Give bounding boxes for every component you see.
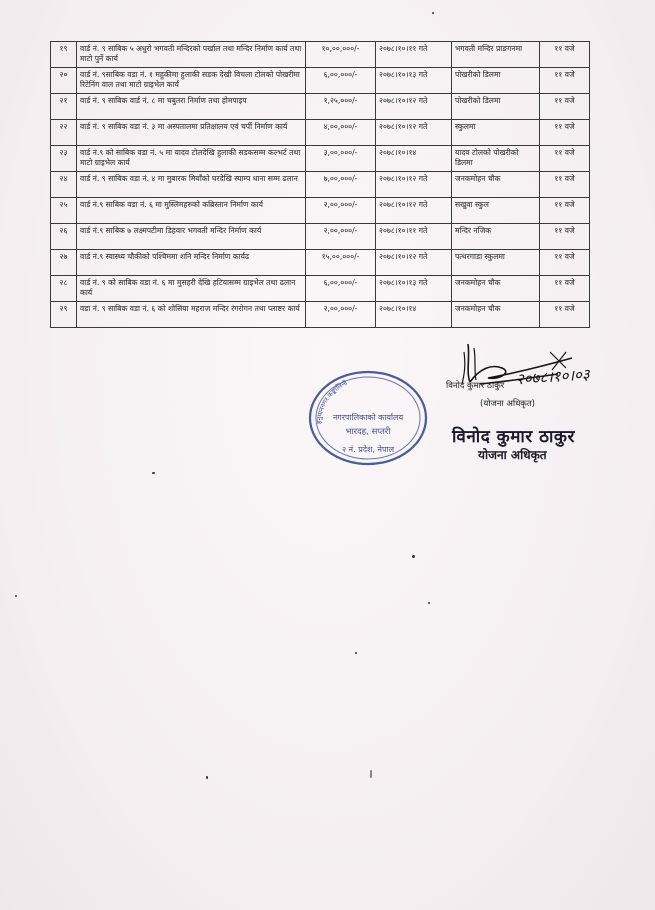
cell-description: वार्ड नं.९ को साबिक वडा नं. ५ मा यादव टोलदेखि हुलाकी सडकसम्म कल्भर्ट तथा माटो ग्राइभेल कार्य bbox=[77, 146, 306, 172]
table-row bbox=[51, 172, 590, 198]
cell-description: वार्ड नं. ९साबिक वडा नं. १ महुकीमा हुलाकी सडक देखी विचला टोलको पोखरीमा रिटेनिंग वाल तथा माटो ग्राइभेल कार्य bbox=[77, 68, 306, 94]
cell-serial: २५ bbox=[51, 198, 77, 224]
scan-speck bbox=[152, 472, 155, 474]
cell-description: वार्ड नं. ९ साबिक वडा नं. ३ मा अस्पतालमा प्रतिक्षालय एवं चर्पी निर्माण कार्य bbox=[77, 120, 306, 146]
signature-name: विनोद कुमार ठाकुर bbox=[446, 381, 505, 391]
scan-speck bbox=[370, 770, 372, 778]
cell-serial: २९ bbox=[51, 302, 77, 328]
scan-speck bbox=[206, 776, 208, 779]
cell-amount: १०,००,०००/- bbox=[306, 42, 376, 68]
cell-place: जनकमोहन चौक bbox=[452, 302, 540, 328]
cell-serial: २७ bbox=[51, 250, 77, 276]
cell-serial: २८ bbox=[51, 276, 77, 302]
table-row bbox=[51, 198, 590, 224]
cell-amount: ७,००,०००/- bbox=[306, 172, 376, 198]
scan-speck bbox=[355, 652, 357, 654]
cell-serial: २३ bbox=[51, 146, 77, 172]
table-row bbox=[51, 68, 590, 94]
cell-place: पत्थरगाडा स्कुलमा bbox=[452, 250, 540, 276]
cell-time: ११ वजे bbox=[540, 302, 590, 328]
cell-amount: ४,००,०००/- bbox=[306, 120, 376, 146]
cell-time: ११ वजे bbox=[540, 224, 590, 250]
seal-line-3: भारदह, सप्तरी bbox=[345, 427, 391, 437]
cell-serial: २० bbox=[51, 68, 77, 94]
cell-date: २०७८।१०।१२ गते bbox=[376, 198, 452, 224]
cell-place: भगवती मन्दिर प्राङगनमा bbox=[452, 42, 540, 68]
cell-description: वार्ड नं. ९ को साबिक वडा नं. ६ मा मुसहरी देखि हटियासम्म ग्राइभेल तथा ढलान कार्य bbox=[77, 276, 306, 302]
scan-speck bbox=[412, 555, 415, 558]
cell-date: २०७८।१०।१४ bbox=[376, 302, 452, 328]
signature-title: (योजना अधिकृत) bbox=[480, 399, 535, 409]
works-table bbox=[50, 41, 590, 328]
seal-line-4: २ नं. प्रदेश, नेपाल bbox=[341, 445, 395, 454]
cell-time: ११ वजे bbox=[540, 120, 590, 146]
cell-description: वडा नं. ९ साबिक वडा नं. ६ को शोसिया महराज मन्दिर रंगरोगन तथा प्लाष्टर कार्य bbox=[77, 302, 306, 328]
cell-amount: ३,००,०००/- bbox=[306, 146, 376, 172]
cell-date: २०७८।१०।११ गते bbox=[376, 224, 452, 250]
cell-amount: १,२५,०००/- bbox=[306, 94, 376, 120]
cell-serial: २२ bbox=[51, 120, 77, 146]
cell-time: ११ वजे bbox=[540, 146, 590, 172]
seal-outer-text: हनुमाननगर कङ्कालिनी bbox=[314, 378, 349, 425]
cell-description: वार्ड नं. ९ साबिक वार्ड नं. ८ मा चबुतरा निर्माण तथा होमपाइप bbox=[77, 94, 306, 120]
table-row bbox=[51, 94, 590, 120]
works-table-body bbox=[51, 42, 590, 328]
cell-amount: १५,००,०००/- bbox=[306, 250, 376, 276]
table-row bbox=[51, 302, 590, 328]
cell-description: वार्ड नं. ९ साबिक वडा नं. ४ मा मुबारक मियाँको घरदेखि स्याम्प धाना सम्म ढलान bbox=[77, 172, 306, 198]
cell-time: ११ वजे bbox=[540, 42, 590, 68]
cell-date: २०७८।१०।१२ गते bbox=[376, 94, 452, 120]
signature-date-scrawl: २०७८।१०।०३ bbox=[515, 365, 591, 389]
cell-place: पोखरीको डिलमा bbox=[452, 68, 540, 94]
scan-speck bbox=[15, 595, 17, 597]
cell-place: जनकमोहन चौक bbox=[452, 172, 540, 198]
cell-amount: २,००,०००/- bbox=[306, 224, 376, 250]
cell-date: २०७८।१०।१२ गते bbox=[376, 120, 452, 146]
cell-description: वार्ड नं.९ साबिक ७ लक्ष्मपटीमा डिहवार भगवती मन्दिर निर्माण कार्य bbox=[77, 224, 306, 250]
table-row bbox=[51, 146, 590, 172]
cell-place: यादव टोलको पोखरीको डिलमा bbox=[452, 146, 540, 172]
cell-place: जनकमोहन चौक bbox=[452, 276, 540, 302]
table-row bbox=[51, 42, 590, 68]
name-stamp-name: विनोद कुमार ठाकुर bbox=[452, 427, 575, 447]
cell-amount: ६,००,०००/- bbox=[306, 68, 376, 94]
cell-place: मन्दिर नजिक bbox=[452, 224, 540, 250]
cell-description: वार्ड नं.९ साबिक वडा नं. ६ मा मुस्लिमहरुको कब्रिस्तान निर्माण कार्य bbox=[77, 198, 306, 224]
cell-date: २०७८।१०।१४ bbox=[376, 146, 452, 172]
office-seal bbox=[305, 366, 431, 470]
cell-description: वार्ड नं. ९ साबिक ५ अधुरो भगवती मन्दिरको पर्खाल तथा मन्दिर निर्माण कार्य तथा माटो पुर्ने कार्य bbox=[77, 42, 306, 68]
cell-serial: २६ bbox=[51, 224, 77, 250]
cell-description: वार्ड नं.९ स्वास्थ्य चौकीको पश्चिममा शनि मन्दिर निर्माण कार्यढ bbox=[77, 250, 306, 276]
cell-serial: २१ bbox=[51, 94, 77, 120]
cell-time: ११ वजे bbox=[540, 276, 590, 302]
cell-time: ११ वजे bbox=[540, 68, 590, 94]
table-row bbox=[51, 224, 590, 250]
cell-serial: २४ bbox=[51, 172, 77, 198]
seal-line-2: नगरपालिकाको कार्यालय bbox=[332, 413, 404, 422]
cell-date: २०७८।१०।१३ गते bbox=[376, 68, 452, 94]
cell-serial: १९ bbox=[51, 42, 77, 68]
cell-place: पोखरीको डिलमा bbox=[452, 94, 540, 120]
cell-date: २०७८।१०।१३ गते bbox=[376, 276, 452, 302]
table-row bbox=[51, 250, 590, 276]
cell-place: स्कुलमा bbox=[452, 120, 540, 146]
name-stamp-title: योजना अधिकृत bbox=[478, 448, 547, 462]
cell-date: २०७८।१०।११ गते bbox=[376, 42, 452, 68]
cell-date: २०७८।१०।१२ गते bbox=[376, 250, 452, 276]
cell-time: ११ वजे bbox=[540, 172, 590, 198]
scan-speck bbox=[428, 602, 430, 604]
cell-date: २०७८।१०।१२ गते bbox=[376, 172, 452, 198]
cell-amount: २,००,०००/- bbox=[306, 302, 376, 328]
cell-place: सखुवा स्कुल bbox=[452, 198, 540, 224]
cell-amount: २,००,०००/- bbox=[306, 198, 376, 224]
cell-amount: ६,००,०००/- bbox=[306, 276, 376, 302]
scan-speck bbox=[432, 12, 434, 14]
cell-time: ११ वजे bbox=[540, 250, 590, 276]
cell-time: ११ वजे bbox=[540, 94, 590, 120]
table-row bbox=[51, 276, 590, 302]
cell-time: ११ वजे bbox=[540, 198, 590, 224]
table-row bbox=[51, 120, 590, 146]
